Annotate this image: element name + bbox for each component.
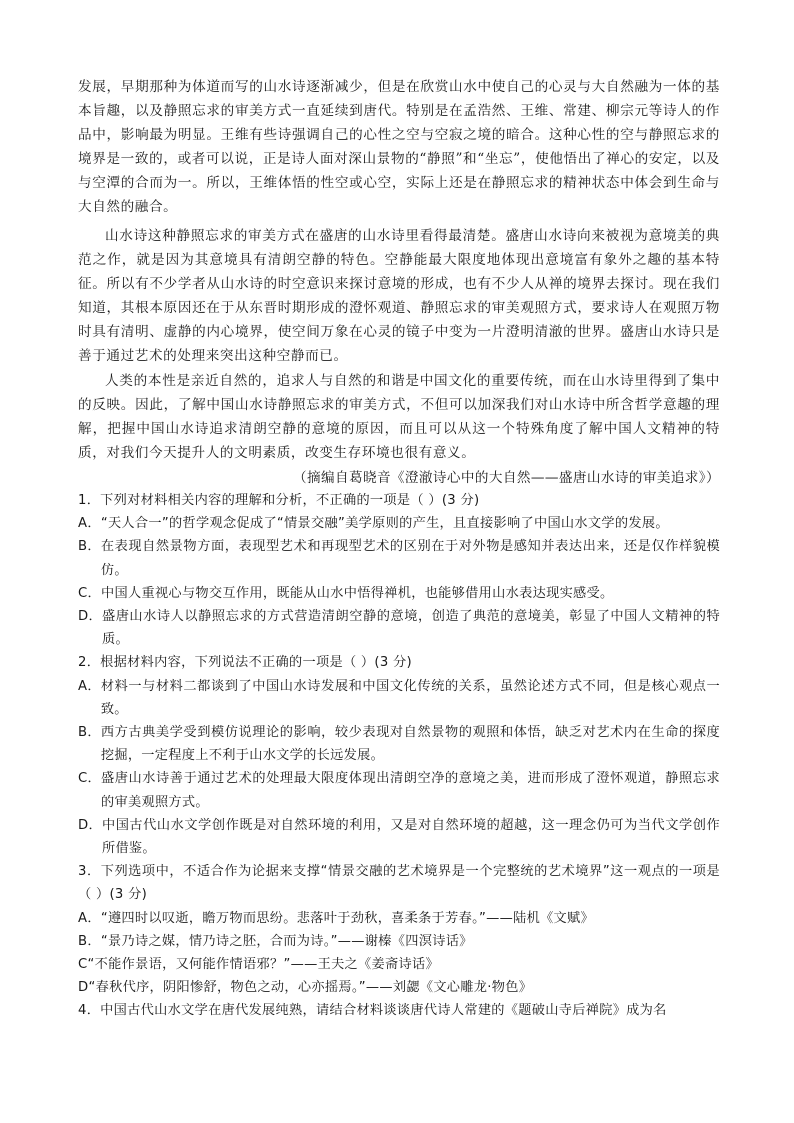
option-text: “景乃诗之媒，情乃诗之胚，合而为诗。”——谢榛《四溟诗话》 [100, 933, 473, 949]
option-text: “遵四时以叹逝，瞻万物而思纷。悲落叶于劲秋，喜柔条于芳春。”——陆机《文赋》 [100, 910, 595, 926]
question-3-stem: 3．下列选项中，不适合作为论据来支撑“情景交融的艺术境界是一个完整统的艺术境界”这一观点的一项是（ ）(3 分) [78, 864, 720, 903]
question-2-option-d [78, 814, 720, 860]
option-text: “春秋代序，阴阳惨舒，物色之动，心亦摇焉。”——刘勰《文心雕龙·物色》 [88, 980, 533, 996]
question-1-option-b [78, 535, 720, 581]
question-1-option-d [78, 605, 720, 651]
question-3-option-c [78, 953, 720, 976]
option-tag: D． [78, 609, 102, 625]
question-1-option-c [78, 582, 720, 605]
option-tag: B． [78, 933, 101, 949]
question-3-option-d [78, 976, 720, 999]
option-tag: C． [78, 585, 101, 601]
question-2-option-c [78, 767, 720, 813]
option-tag: D [78, 980, 89, 996]
option-tag: A． [78, 516, 101, 532]
option-text: 盛唐山水诗人以静照忘求的方式营造清朗空静的意境，创造了典范的意境美，彰显了中国人文精神的特质。 [101, 609, 720, 648]
option-text: 中国古代山水文学创作既是对自然环境的利用，又是对自然环境的超越，这一理念仍可为当代文学创作所借鉴。 [101, 817, 720, 857]
option-text: “不能作景语，又何能作情语邪？”——王夫之《姜斋诗话》 [87, 957, 439, 973]
option-tag: A． [78, 910, 101, 926]
question-2-stem: 2．根据材料内容，下列说法不正确的一项是（ ）(3 分) [78, 655, 412, 671]
option-tag: D． [78, 817, 102, 833]
option-tag: A． [78, 678, 101, 694]
option-text: 材料一与材料二都谈到了中国山水诗发展和中国文化传统的关系，虽然论述方式不同，但是核心观点一致。 [100, 678, 720, 717]
option-tag: C． [78, 771, 101, 787]
passage-source: （摘编自葛晓音《澄澈诗心中的大自然——盛唐山水诗的审美追求》） [292, 470, 720, 486]
question-2-option-a [78, 675, 720, 721]
option-tag: B． [78, 539, 101, 555]
passage-paragraph-1: 发展，早期那种为体道而写的山水诗逐渐减少，但是在欣赏山水中使自己的心灵与大自然融为一体的基本旨趣，以及静照忘求的审美方式一直延续到唐代。特别是在孟浩然、王维、常建、柳宗元等诗人的作品中，影响最为明显。王维有些诗强调自己的心性之空与空寂之境的暗合。这种心性的空与静照忘求的境界是一致的，或者可以说，正是诗人面对深山景物的“静照”和“坐忘”，使他悟出了禅心的安定，以及与空潭的合而为一。所以，王维体悟的性空或心空，实际上还是在静照忘求的精神状态中体会到生命与大自然的融合。 [78, 79, 720, 215]
question-3-option-a [78, 907, 720, 930]
option-text: “天人合一”的哲学观念促成了“情景交融”美学原则的产生，且直接影响了中国山水文学的发展。 [100, 516, 669, 532]
option-text: 中国人重视心与物交互作用，既能从山水中悟得禅机，也能够借用山水表达现实感受。 [101, 585, 614, 601]
question-2-option-b [78, 721, 720, 767]
question-4-stem: 4．中国古代山水文学在唐代发展纯熟，请结合材料谈谈唐代诗人常建的《题破山寺后禅院》成为名 [78, 1003, 667, 1019]
option-text: 在表现自然景物方面，表现型艺术和再现型艺术的区别在于对外物是感知并表达出来，还是仅作样貌模仿。 [100, 539, 720, 578]
option-tag: C [78, 957, 88, 973]
option-text: 盛唐山水诗善于通过艺术的处理最大限度体现出清朗空净的意境之美，进而形成了澄怀观道，静照忘求的审美观照方式。 [101, 771, 720, 810]
question-1-option-a [78, 512, 720, 535]
passage-paragraph-3: 人类的本性是亲近自然的，追求人与自然的和谐是中国文化的重要传统，而在山水诗里得到了集中的反映。因此，了解中国山水诗静照忘求的审美方式，不但可以加深我们对山水诗中所含哲学意趣的理解，把握中国山水诗追求清朗空静的意境的原因，而且可以从这一个特殊角度了解中国人文精神的特质，对我们今天提升人的文明素质，改变生存环境也很有意义。 [78, 373, 720, 461]
passage-paragraph-2: 山水诗这种静照忘求的审美方式在盛唐的山水诗里看得最清楚。盛唐山水诗向来被视为意境美的典范之作，就是因为其意境具有清朗空静的特色。空静能最大限度地体现出意境富有象外之趣的基本特征。所以有不少学者从山水诗的时空意识来探讨意境的形成，也有不少人从禅的境界去探讨。现在我们知道，其根本原因还在于从东晋时期形成的澄怀观道、静照忘求的审美观照方式，要求诗人在观照万物时具有清明、虚静的内心境界，使空间万象在心灵的镜子中变为一片澄明清澈的世界。盛唐山水诗只是善于通过艺术的处理来突出这种空静而已。 [78, 228, 720, 364]
question-1-stem: 1．下列对材料相关内容的理解和分析，不正确的一项是（ ）(3 分) [78, 493, 480, 508]
option-tag: B． [78, 725, 101, 741]
question-3-option-b [78, 930, 720, 953]
option-text: 西方古典美学受到模仿说理论的影响，较少表现对自然景物的观照和体悟，缺乏对艺术内在生命的探度挖掘，一定程度上不利于山水文学的长远发展。 [100, 725, 720, 764]
question-list [78, 489, 720, 1023]
